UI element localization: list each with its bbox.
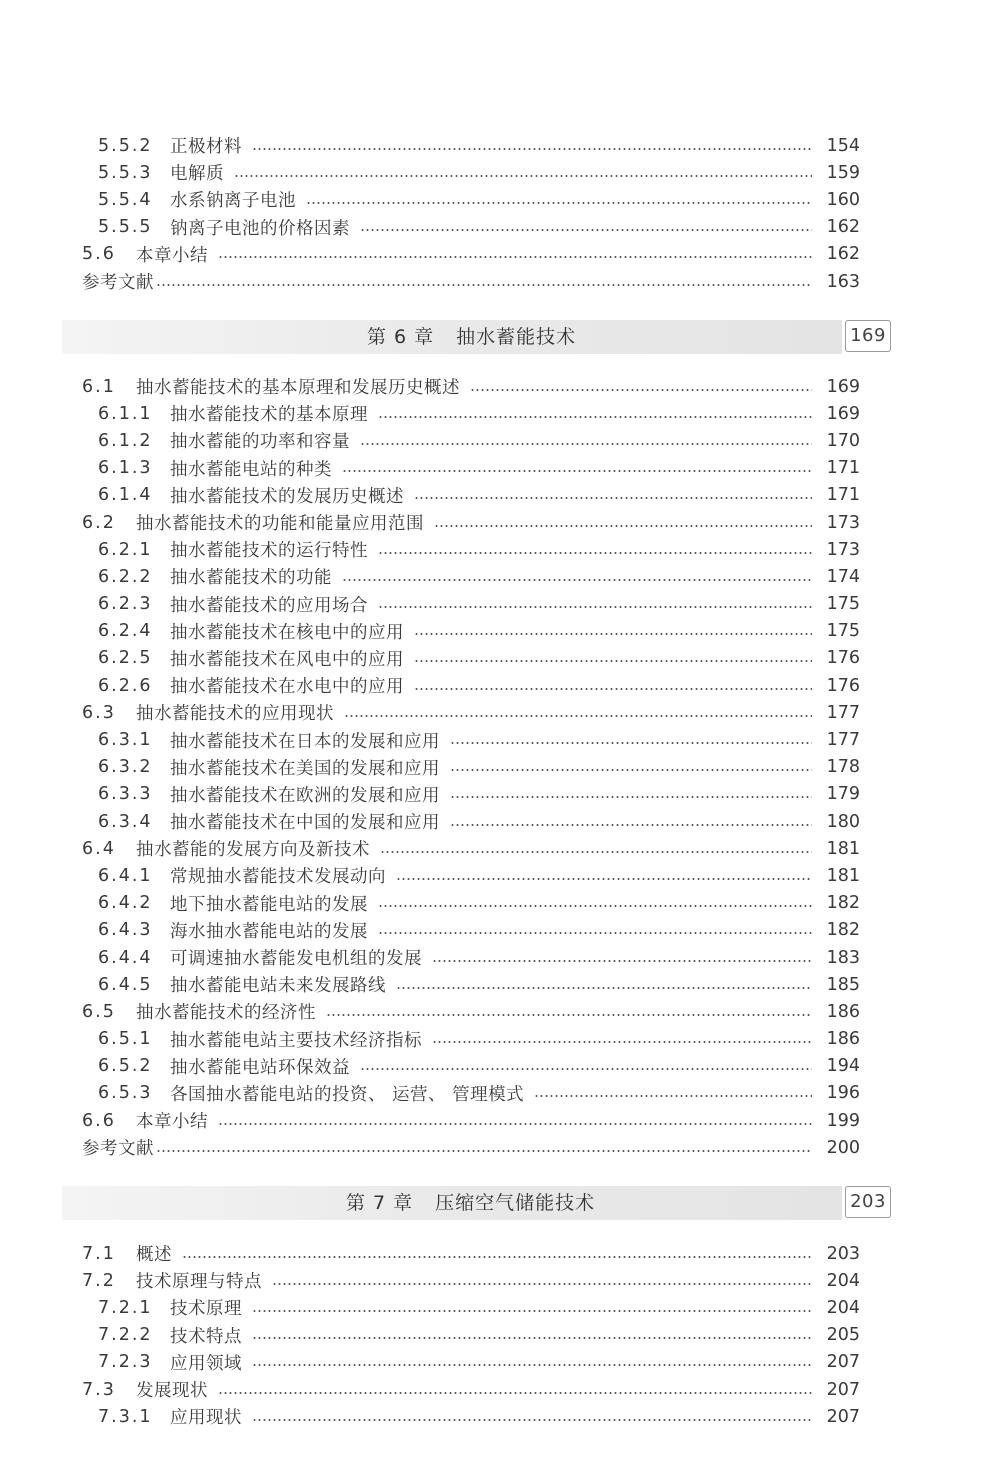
toc-entry-title: 抽水蓄能的功率和容量 [170, 432, 350, 453]
toc-entry-number: 6.2 [82, 512, 116, 533]
toc-entry [82, 400, 860, 427]
toc-entry-title: 技术原理与特点 [136, 1272, 262, 1293]
toc-entry-title: 应用领域 [170, 1353, 242, 1374]
dot-leader [234, 175, 812, 177]
toc-entry-number: 6.4.5 [98, 974, 153, 995]
toc-entry-number: 5.5.3 [98, 162, 153, 183]
toc-entry-page-number: 204 [826, 1297, 860, 1318]
toc-entry-title: 本章小结 [136, 245, 208, 266]
toc-entry [82, 509, 860, 536]
toc-entry-number: 6.4 [82, 838, 116, 859]
toc-entry-title: 参考文献 [82, 1139, 154, 1160]
toc-entry-title: 抽水蓄能技术在核电中的应用 [170, 622, 404, 643]
toc-entry-title: 钠离子电池的价格因素 [170, 218, 350, 239]
toc-entry-page-number: 173 [826, 512, 860, 533]
toc-entry-number: 5.5.2 [98, 135, 153, 156]
toc-section-ch7 [82, 1240, 860, 1430]
dot-leader [306, 202, 812, 204]
toc-entry [82, 971, 860, 998]
chapter-7-header [62, 1186, 842, 1220]
chapter-7-title [346, 1186, 595, 1220]
toc-entry-title: 抽水蓄能的发展方向及新技术 [136, 840, 370, 861]
toc-entry [82, 1107, 860, 1134]
toc-entry-title: 抽水蓄能技术在风电中的应用 [170, 649, 404, 670]
toc-entry-number: 7.2.3 [98, 1352, 153, 1373]
toc-entry-number: 6.3.3 [98, 784, 153, 805]
dot-leader [396, 878, 812, 880]
toc-entry-title: 地下抽水蓄能电站的发展 [170, 894, 368, 915]
toc-entry-page-number: 207 [826, 1379, 860, 1400]
toc-entry-title: 技术原理 [170, 1299, 242, 1320]
toc-entry-page-number: 175 [826, 621, 860, 642]
toc-entry [82, 214, 860, 241]
dot-leader [252, 1419, 812, 1421]
toc-entry-page-number: 170 [826, 430, 860, 451]
toc-entry-page-number: 175 [826, 594, 860, 615]
toc-entry-page-number: 160 [826, 189, 860, 210]
toc-entry [82, 998, 860, 1025]
toc-entry [82, 1349, 860, 1376]
toc-entry [82, 373, 860, 400]
toc-entry-number: 5.5.5 [98, 217, 153, 238]
toc-entry-number: 6.2.3 [98, 594, 153, 615]
toc-entry-number: 6.5 [82, 1001, 116, 1022]
toc-entry-number: 7.2 [82, 1270, 116, 1291]
toc-entry [82, 618, 860, 645]
toc-entry-number: 6.6 [82, 1110, 116, 1131]
toc-entry-page-number: 183 [826, 947, 860, 968]
toc-entry-page-number: 186 [826, 1001, 860, 1022]
toc-entry-number: 5.5.4 [98, 189, 153, 210]
toc-entry-page-number: 186 [826, 1029, 860, 1050]
toc-entry-title: 抽水蓄能技术的经济性 [136, 1003, 316, 1024]
toc-entry-title: 抽水蓄能技术在水电中的应用 [170, 677, 404, 698]
dot-leader [342, 470, 812, 472]
toc-entry-number: 6.1.2 [98, 430, 153, 451]
toc-entry [82, 186, 860, 213]
toc-entry-number: 7.3 [82, 1379, 116, 1400]
chapter-7-name: 压缩空气储能技术 [435, 1192, 596, 1214]
toc-entry [82, 808, 860, 835]
dot-leader [378, 416, 812, 418]
toc-entry [82, 241, 860, 268]
dot-leader [450, 796, 812, 798]
toc-entry-title: 抽水蓄能技术在欧洲的发展和应用 [170, 785, 440, 806]
chapter-7-label: 第 7 章 [346, 1192, 414, 1214]
dot-leader [342, 579, 812, 581]
dot-leader [218, 1123, 812, 1125]
toc-entry-page-number: 185 [826, 974, 860, 995]
toc-entry-title: 抽水蓄能技术的运行特性 [170, 541, 368, 562]
toc-entry-number: 6.2.4 [98, 621, 153, 642]
toc-entry-number: 6.1.3 [98, 458, 153, 479]
toc-entry-title: 抽水蓄能电站未来发展路线 [170, 976, 386, 997]
toc-entry-number: 6.4.1 [98, 865, 153, 886]
toc-entry-title: 抽水蓄能技术在日本的发展和应用 [170, 731, 440, 752]
toc-entry-number: 6.3.4 [98, 811, 153, 832]
toc-entry-page-number: 169 [826, 376, 860, 397]
toc-entry [82, 917, 860, 944]
dot-leader [252, 1364, 812, 1366]
dot-leader [378, 606, 812, 608]
dot-leader [380, 851, 812, 853]
dot-leader [450, 742, 812, 744]
dot-leader [272, 1283, 812, 1285]
toc-entry [82, 427, 860, 454]
toc-entry-number: 7.2.1 [98, 1297, 153, 1318]
toc-entry [82, 754, 860, 781]
toc-section-ch6 [82, 373, 860, 1161]
toc-entry-page-number: 199 [826, 1110, 860, 1131]
toc-entry-title: 抽水蓄能技术在美国的发展和应用 [170, 758, 440, 779]
dot-leader [414, 660, 812, 662]
toc-entry-number: 6.2.2 [98, 566, 153, 587]
dot-leader [450, 769, 812, 771]
dot-leader [252, 1310, 812, 1312]
dot-leader [432, 1041, 812, 1043]
dot-leader [156, 1150, 812, 1152]
toc-entry-number: 6.1 [82, 376, 116, 397]
dot-leader [252, 1337, 812, 1339]
toc-entry-page-number: 159 [826, 162, 860, 183]
toc-entry-title: 抽水蓄能技术在中国的发展和应用 [170, 813, 440, 834]
toc-entry-page-number: 207 [826, 1406, 860, 1427]
toc-entry-number: 6.1.4 [98, 485, 153, 506]
toc-entry-page-number: 174 [826, 566, 860, 587]
toc-entry-title: 抽水蓄能技术的发展历史概述 [170, 486, 404, 507]
toc-entry-page-number: 177 [826, 730, 860, 751]
dot-leader [414, 497, 812, 499]
dot-leader [414, 688, 812, 690]
toc-entry-title: 发展现状 [136, 1381, 208, 1402]
toc-entry-page-number: 171 [826, 458, 860, 479]
toc-entry-page-number: 178 [826, 757, 860, 778]
dot-leader [156, 284, 812, 286]
toc-entry-number: 6.5.3 [98, 1083, 153, 1104]
dot-leader [326, 1014, 812, 1016]
chapter-7-page-number: 203 [845, 1186, 891, 1218]
toc-entry-page-number: 204 [826, 1270, 860, 1291]
toc-entry-number: 7.3.1 [98, 1406, 153, 1427]
chapter-6-label: 第 6 章 [367, 326, 435, 348]
toc-entry [82, 781, 860, 808]
toc-entry-page-number: 177 [826, 702, 860, 723]
dot-leader [344, 715, 812, 717]
dot-leader [360, 229, 812, 231]
toc-entry-page-number: 169 [826, 403, 860, 424]
toc-entry-title: 正极材料 [170, 137, 242, 158]
toc-entry-title: 参考文献 [82, 273, 154, 294]
chapter-6-page-number: 169 [845, 320, 891, 352]
toc-entry-title: 抽水蓄能技术的应用现状 [136, 704, 334, 725]
toc-entry-page-number: 196 [826, 1083, 860, 1104]
dot-leader [432, 960, 812, 962]
dot-leader [414, 633, 812, 635]
toc-entry [82, 563, 860, 590]
toc-entry-title: 常规抽水蓄能技术发展动向 [170, 867, 386, 888]
toc-entry [82, 1376, 860, 1403]
toc-entry-title: 抽水蓄能技术的功能和能量应用范围 [136, 514, 424, 535]
dot-leader [378, 932, 812, 934]
toc-entry-title: 抽水蓄能电站主要技术经济指标 [170, 1030, 422, 1051]
chapter-6-title [367, 320, 576, 354]
toc-entry-page-number: 194 [826, 1056, 860, 1077]
toc-entry-number: 6.2.5 [98, 648, 153, 669]
toc-entry-number: 7.2.2 [98, 1325, 153, 1346]
toc-entry [82, 645, 860, 672]
toc-entry [82, 835, 860, 862]
toc-entry [82, 1267, 860, 1294]
toc-entry-number: 6.1.1 [98, 403, 153, 424]
dot-leader [218, 256, 812, 258]
toc-entry-page-number: 200 [826, 1137, 860, 1158]
toc-entry-title: 海水抽水蓄能电站的发展 [170, 921, 368, 942]
toc-entry-number: 6.2.6 [98, 675, 153, 696]
toc-entry-number: 7.1 [82, 1243, 116, 1264]
toc-entry [82, 1403, 860, 1430]
toc-entry-title: 可调速抽水蓄能发电机组的发展 [170, 949, 422, 970]
toc-entry-number: 6.3.2 [98, 757, 153, 778]
dot-leader [396, 987, 812, 989]
dot-leader [360, 443, 812, 445]
toc-entry-references [82, 1134, 860, 1161]
dot-leader [378, 905, 812, 907]
toc-entry-page-number: 171 [826, 485, 860, 506]
toc-entry [82, 1294, 860, 1321]
toc-entry-title: 本章小结 [136, 1112, 208, 1133]
toc-entry-page-number: 180 [826, 811, 860, 832]
toc-entry-page-number: 163 [826, 271, 860, 292]
toc-entry-number: 6.5.1 [98, 1029, 153, 1050]
toc-entry [82, 1322, 860, 1349]
dot-leader [450, 824, 812, 826]
toc-entry-title: 抽水蓄能技术的基本原理和发展历史概述 [136, 378, 460, 399]
toc-entry-page-number: 207 [826, 1352, 860, 1373]
toc-entry-references [82, 268, 860, 295]
toc-entry-page-number: 176 [826, 648, 860, 669]
toc-entry [82, 591, 860, 618]
chapter-6-name: 抽水蓄能技术 [456, 326, 577, 348]
chapter-6-header [62, 320, 842, 354]
dot-leader [252, 148, 812, 150]
toc-entry [82, 1240, 860, 1267]
toc-entry-title: 各国抽水蓄能电站的投资、 运营、 管理模式 [170, 1084, 525, 1105]
toc-entry [82, 699, 860, 726]
toc-entry-page-number: 181 [826, 865, 860, 886]
toc-entry-number: 5.6 [82, 244, 116, 265]
toc-entry-page-number: 176 [826, 675, 860, 696]
dot-leader [470, 389, 812, 391]
toc-entry-title: 抽水蓄能技术的基本原理 [170, 405, 368, 426]
toc-entry-title: 应用现状 [170, 1408, 242, 1429]
toc-entry [82, 1053, 860, 1080]
dot-leader [378, 552, 812, 554]
dot-leader [360, 1068, 812, 1070]
toc-entry [82, 1026, 860, 1053]
toc-entry-number: 6.4.4 [98, 947, 153, 968]
toc-entry [82, 726, 860, 753]
toc-entry [82, 862, 860, 889]
toc-entry-page-number: 173 [826, 539, 860, 560]
toc-entry [82, 159, 860, 186]
toc-entry-title: 抽水蓄能电站环保效益 [170, 1057, 350, 1078]
toc-entry-page-number: 181 [826, 838, 860, 859]
toc-entry-title: 技术特点 [170, 1326, 242, 1347]
toc-entry [82, 890, 860, 917]
dot-leader [218, 1392, 812, 1394]
toc-entry-page-number: 205 [826, 1325, 860, 1346]
toc-entry-number: 6.4.2 [98, 893, 153, 914]
toc-entry-number: 6.3.1 [98, 730, 153, 751]
toc-entry [82, 455, 860, 482]
toc-entry [82, 132, 860, 159]
toc-entry-page-number: 162 [826, 217, 860, 238]
dot-leader [434, 525, 812, 527]
toc-entry-page-number: 179 [826, 784, 860, 805]
toc-entry-page-number: 203 [826, 1243, 860, 1264]
toc-entry-number: 6.3 [82, 702, 116, 723]
toc-entry-title: 概述 [136, 1245, 172, 1266]
toc-entry-page-number: 154 [826, 135, 860, 156]
toc-entry [82, 672, 860, 699]
toc-entry-title: 电解质 [170, 164, 224, 185]
toc-entry [82, 1080, 860, 1107]
toc-entry-title: 抽水蓄能技术的应用场合 [170, 595, 368, 616]
dot-leader [534, 1095, 812, 1097]
toc-entry [82, 944, 860, 971]
toc-entry [82, 482, 860, 509]
toc-entry-number: 6.2.1 [98, 539, 153, 560]
toc-entry-page-number: 162 [826, 244, 860, 265]
toc-entry-page-number: 182 [826, 920, 860, 941]
toc-entry-title: 抽水蓄能技术的功能 [170, 568, 332, 589]
toc-entry-title: 水系钠离子电池 [170, 191, 296, 212]
toc-entry-number: 6.5.2 [98, 1056, 153, 1077]
toc-entry [82, 536, 860, 563]
toc-section-ch5-end [82, 132, 860, 295]
toc-entry-title: 抽水蓄能电站的种类 [170, 459, 332, 480]
toc-entry-number: 6.4.3 [98, 920, 153, 941]
toc-entry-page-number: 182 [826, 893, 860, 914]
dot-leader [182, 1256, 812, 1258]
